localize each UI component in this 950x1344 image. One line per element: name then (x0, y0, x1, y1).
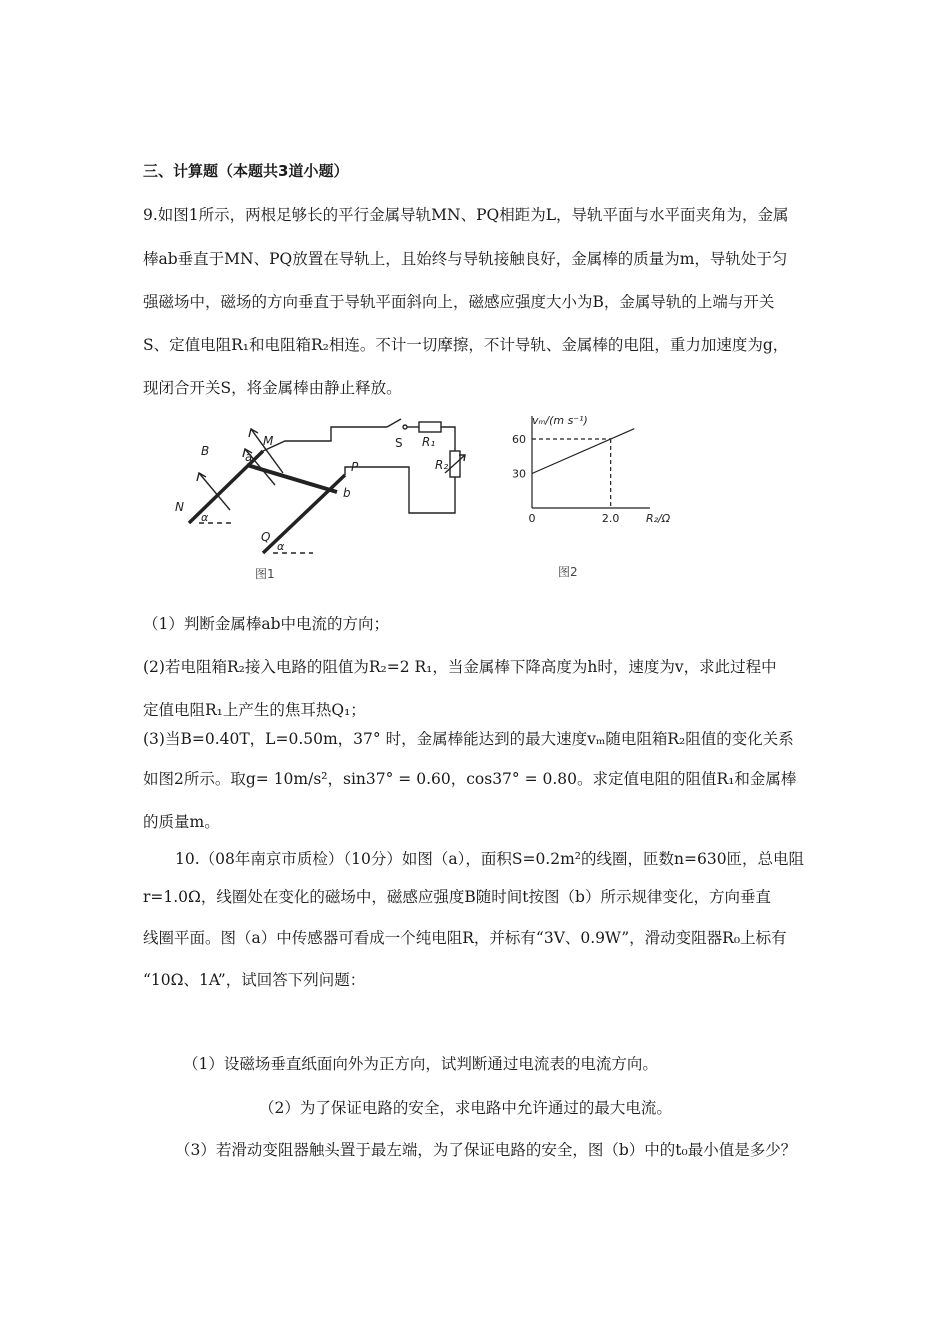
rail-pq (263, 475, 345, 553)
chart-ylabel: vₘ/(m s⁻¹) (532, 414, 588, 427)
label-s: S (395, 436, 403, 450)
ytick-30: 30 (512, 467, 526, 481)
q9-part-3c: 的质量m。 (143, 813, 220, 831)
wire-r1-r2 (441, 427, 455, 451)
label-a: a (245, 450, 253, 464)
q9-part-2b: 定值电阻R₁上产生的焦耳热Q₁； (143, 701, 366, 719)
q10-part-1: （1）设磁场垂直纸面向外为正方向，试判断通过电流表的电流方向。 (183, 1055, 658, 1073)
label-rod-b: b (343, 486, 351, 500)
ytick-60: 60 (512, 433, 526, 446)
xtick-0: 0 (528, 512, 536, 525)
xtick-2: 2.0 (601, 512, 620, 525)
label-m: M (263, 434, 274, 448)
q10-line-2: r=1.0Ω，线圈处在变化的磁场中，磁感应强度B随时间t按图（b）所示规律变化，方向垂直 (143, 888, 771, 906)
label-q: Q (261, 530, 271, 544)
label-n: N (175, 500, 184, 514)
wire-bottom (345, 467, 455, 513)
q9-part-1: （1）判断金属棒ab中电流的方向； (143, 615, 390, 633)
label-b: B (201, 444, 210, 458)
q10-line-3: 线圈平面。图（a）中传感器可看成一个纯电阻R，并标有“3V、0.9W”，滑动变阻器R₀上标有 (143, 929, 787, 947)
fig1-caption: 图1 (255, 567, 275, 581)
switch-contact (403, 425, 407, 429)
rod-ab (247, 465, 337, 492)
wire-top (263, 427, 387, 451)
q10-part-2: （2）为了保证电路的安全，求电路中允许通过的最大电流。 (259, 1099, 672, 1117)
q9-part-3b: 如图2所示。取g= 10m/s²，sin37° = 0.60，cos37° = 0.80。求定值电阻的阻值R₁和金属棒 (143, 770, 797, 788)
q9-line-3: 强磁场中，磁场的方向垂直于导轨平面斜向上，磁感应强度大小为B，金属导轨的上端与开关 (143, 293, 775, 311)
b-arrow-1 (199, 473, 230, 510)
label-alpha-1: α (201, 511, 209, 524)
switch-s (387, 419, 401, 427)
q10-line-4: “10Ω、1A”，试回答下列问题： (143, 971, 366, 989)
label-p: P (351, 460, 359, 474)
q9-line-5: 现闭合开关S，将金属棒由静止释放。 (143, 379, 402, 397)
label-r2: R₂ (435, 458, 449, 472)
q9-part-2a: (2)若电阻箱R₂接入电路的阻值为R₂=2 R₁，当金属棒下降高度为h时，速度为v，求此过程中 (143, 658, 777, 676)
series-line (532, 429, 634, 474)
q9-line-1: 9.如图1所示，两根足够长的平行金属导轨MN、PQ相距为L，导轨平面与水平面夹角为，金属 (143, 206, 789, 224)
resistor-r1 (419, 422, 441, 432)
fig2-caption: 图2 (558, 565, 578, 579)
chart-xlabel: R₂/Ω (646, 512, 671, 525)
section-title: 三、计算题（本题共3道小题） (143, 162, 349, 180)
q9-line-2: 棒ab垂直于MN、PQ放置在导轨上，且始终与导轨接触良好，金属棒的质量为m，导轨处于匀 (143, 250, 788, 268)
label-alpha-2: α (277, 540, 285, 553)
q10-part-3: （3）若滑动变阻器触头置于最左端，为了保证电路的安全，图（b）中的t₀最小值是多少？ (175, 1141, 797, 1159)
q9-line-4: S、定值电阻R₁和电阻箱R₂相连。不计一切摩擦，不计导轨、金属棒的电阻，重力加速度为g， (143, 336, 789, 354)
q9-part-3a: (3)当B=0.40T，L=0.50m，37° 时，金属棒能达到的最大速度vₘ随电阻箱R₂阻值的变化关系 (143, 730, 794, 748)
figure-2 (500, 408, 690, 588)
q10-line-1: 10.（08年南京市质检）（10分）如图（a），面积S=0.2m²的线圈，匝数n=630匝，总电阻 (175, 850, 805, 868)
label-r1: R₁ (422, 435, 436, 449)
figure-1 (165, 415, 485, 590)
